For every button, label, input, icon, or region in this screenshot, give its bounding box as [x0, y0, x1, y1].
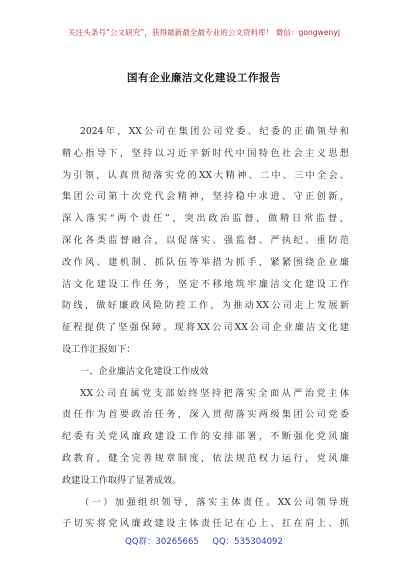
text-line: 集团公司第十次党代会精神，坚持稳中求进、守正创新， [62, 191, 349, 203]
paragraph-subsection-1 [62, 492, 349, 536]
text-line: XX公司直属党支部始终坚持把落实全面从严治党主体 [80, 387, 349, 399]
text-line: 为引领，认真贯彻落实党的XX大精神、二中、三中全会、 [62, 169, 349, 181]
text-line: 政教育，健全完善规章制度，依法规范权力运行，党风廉 [62, 452, 349, 464]
text-line: 洁文化建设工作任务，坚定不移地筑牢廉洁文化建设工作 [62, 278, 349, 290]
text-line: 纪委有关党风廉政建设工作的安排部署，不断强化党风廉 [62, 431, 349, 443]
text-line: 政建设工作取得了显著成效。 [62, 474, 182, 486]
contact-footer [0, 535, 408, 547]
text-line: 深化各类监督融合，以促落实、强监督、严执纪、重防范 [62, 234, 349, 246]
text-line: 改作风、建机制、抓队伍等举措为抓手，紧紧围绕企业廉 [62, 256, 349, 268]
document-body [62, 121, 349, 535]
text-line: 子切实将党风廉政建设主体责任记在心上、扛在肩上、抓 [62, 518, 349, 530]
qq-contact-text: QQ：535304092 [212, 537, 283, 547]
text-line: 深入落实“两个责任”，突出政治监督，做精日常监督， [62, 213, 349, 225]
text-line: 2024年，XX公司在集团公司党委、纪委的正确领导和 [80, 126, 349, 137]
qq-group-text: QQ群：30265665 [125, 537, 199, 547]
text-line: 精心指导下，坚持以习近平新时代中国特色社会主义思想 [62, 147, 349, 159]
section-heading-1 [62, 361, 349, 383]
promo-banner: 关注头条号“公文研究”，获得最新最全最专业的公文资料库！ 微信：gongwenyj [68, 28, 340, 37]
paragraph-section-1 [62, 383, 349, 492]
text-line: 防线，做好廉政风险防控工作，为推动XX公司走上发展新 [62, 300, 349, 312]
text-line: 责任作为首要政治任务，深入贯彻落实两级集团公司党委 [62, 409, 349, 421]
text-line: 设工作汇报如下： [62, 343, 136, 355]
text-line: （一）加强组织领导，落实主体责任。XX公司领导班 [80, 496, 349, 508]
paragraph-intro [62, 121, 349, 361]
document-title: 国有企业廉洁文化建设工作报告 [127, 72, 281, 84]
text-line: 征程提供了坚强保障。现将XX公司XX公司企业廉洁文化建 [62, 322, 349, 334]
section-heading: 一、企业廉洁文化建设工作成效 [80, 365, 209, 377]
